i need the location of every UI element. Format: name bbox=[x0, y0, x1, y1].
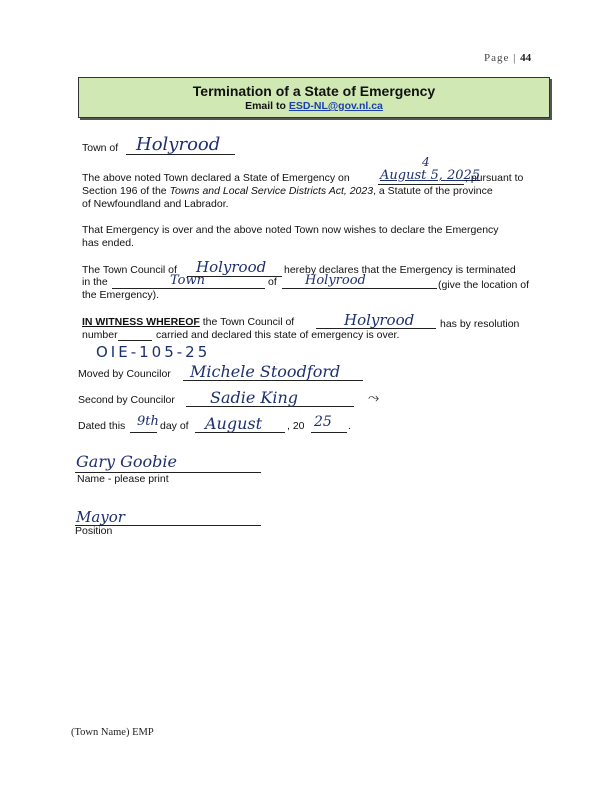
witness-bold: IN WITNESS WHEREOF bbox=[82, 316, 200, 328]
declaration-date-handwritten: August 5, 2025 bbox=[380, 168, 481, 183]
dated-label3: , 20 bbox=[287, 420, 305, 432]
declaration-date-correction: 4 bbox=[422, 155, 430, 169]
position-label: Position bbox=[75, 525, 113, 537]
dated-label2: day of bbox=[160, 420, 189, 432]
council-name-handwritten: Holyrood bbox=[196, 258, 267, 276]
email-link[interactable]: ESD-NL@gov.nl.ca bbox=[288, 100, 383, 112]
year-underline bbox=[311, 432, 347, 433]
area-type-handwritten: Town bbox=[170, 273, 205, 288]
declaration-text2: , pursuant to bbox=[465, 172, 524, 184]
page-number bbox=[484, 52, 531, 64]
witness-text4: carried and declared this state of emergency is over. bbox=[156, 329, 400, 341]
day-handwritten: 9th bbox=[137, 414, 159, 429]
resolution-number-underline bbox=[118, 340, 152, 341]
second-label: Second by Councilor bbox=[78, 394, 175, 406]
moved-signature: Michele Stoodford bbox=[190, 362, 341, 381]
council-text1: The Town Council of bbox=[82, 264, 177, 276]
dated-label1: Dated this bbox=[78, 420, 126, 432]
council-text6: the Emergency). bbox=[82, 289, 160, 301]
second-signature: Sadie King bbox=[210, 388, 299, 407]
area-name-underline bbox=[282, 288, 437, 289]
moved-label: Moved by Councilor bbox=[78, 368, 171, 380]
declaration-line3: of Newfoundland and Labrador. bbox=[82, 198, 229, 210]
council-text2: hereby declares that the Emergency is terminated bbox=[284, 264, 516, 276]
name-label: Name - please print bbox=[77, 473, 169, 485]
resolution-number-handwritten: OIE-105-25 bbox=[96, 343, 211, 361]
witness-text2: has by resolution bbox=[440, 318, 520, 330]
declaration-text1: The above noted Town declared a State of Emergency on bbox=[82, 172, 350, 184]
act-name: Towns and Local Service Districts Act, 2023 bbox=[169, 185, 374, 197]
declaration-line2 bbox=[82, 185, 493, 198]
witness-text1: the Town Council of bbox=[199, 316, 295, 328]
declaration-line2-a: Section 196 of the bbox=[82, 185, 170, 197]
year-handwritten: 25 bbox=[314, 414, 332, 430]
month-handwritten: August bbox=[205, 414, 263, 433]
council-text5: (give the location of bbox=[438, 279, 530, 291]
footer-text: (Town Name) EMP bbox=[71, 727, 154, 738]
witness-text3: number bbox=[82, 329, 118, 341]
day-underline bbox=[130, 432, 157, 433]
arrow-icon: ⤳ bbox=[368, 390, 380, 406]
title-banner bbox=[78, 77, 550, 118]
area-name-handwritten: Holyrood bbox=[305, 273, 366, 288]
page-label: Page | bbox=[484, 52, 517, 64]
document-title: Termination of a State of Emergency bbox=[192, 83, 436, 99]
position-handwritten: Mayor bbox=[76, 508, 125, 526]
declaration-line1 bbox=[82, 172, 350, 185]
email-prefix: Email to bbox=[245, 100, 289, 112]
witness-line1 bbox=[82, 316, 294, 329]
town-of-handwritten: Holyrood bbox=[136, 134, 221, 155]
dated-label4: . bbox=[348, 420, 351, 432]
emergency-over-line1: That Emergency is over and the above noted Town now wishes to declare the Emergency bbox=[82, 224, 499, 236]
declaration-line2-b: , a Statute of the province bbox=[373, 185, 493, 197]
email-line bbox=[79, 100, 549, 112]
council-text3: in the bbox=[82, 276, 108, 288]
witness-council-handwritten: Holyrood bbox=[344, 311, 415, 329]
page-number-value: 44 bbox=[520, 52, 532, 64]
emergency-over-line2: has ended. bbox=[82, 237, 134, 249]
council-text4: of bbox=[268, 276, 277, 288]
name-handwritten: Gary Goobie bbox=[76, 452, 177, 471]
town-of-label: Town of bbox=[82, 142, 119, 154]
